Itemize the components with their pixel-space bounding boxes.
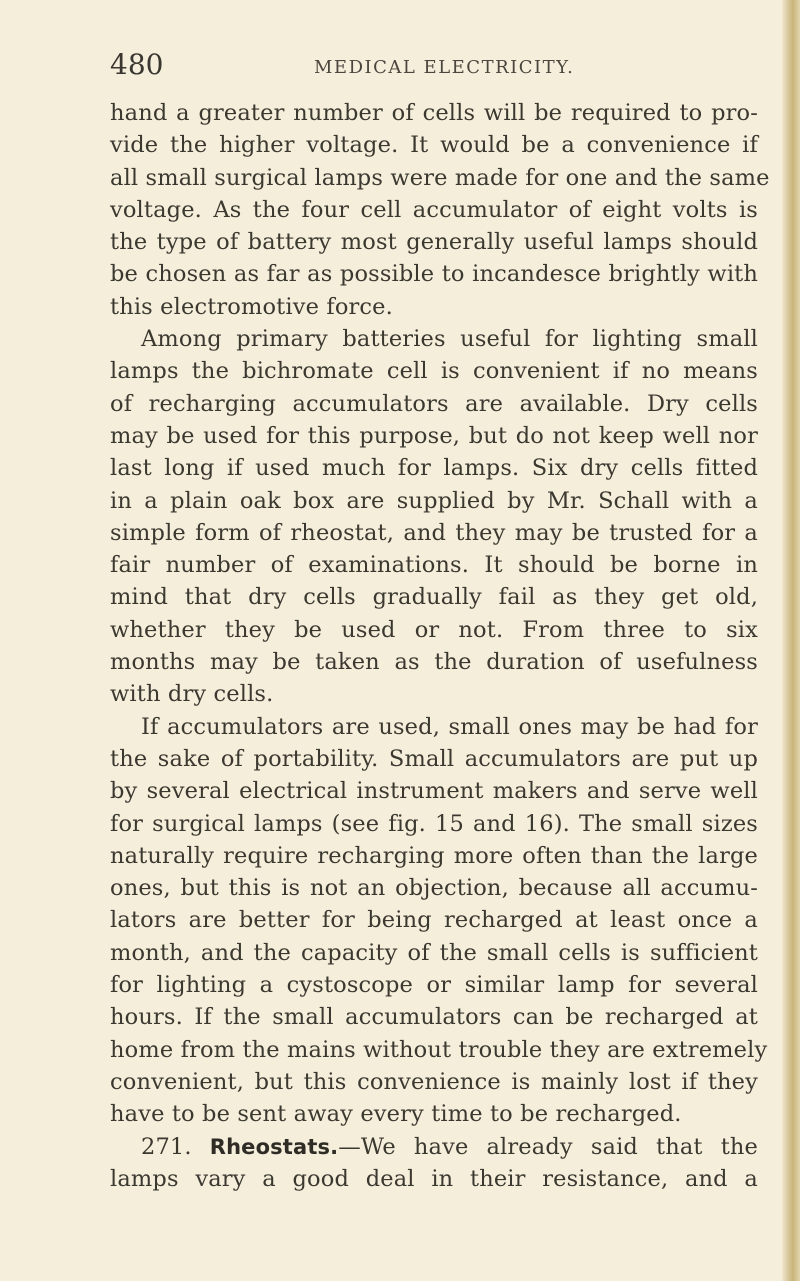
text-line: If accumulators are used, small ones may be had for	[141, 713, 758, 740]
text-line: month, and the capacity of the small cells is sufficient	[110, 939, 758, 966]
text-line: fair number of examinations. It should be borne in	[110, 552, 758, 579]
text-line: months may be taken as the duration of usefulness	[110, 649, 758, 676]
text-line: home from the mains without trouble they are extremely	[110, 1036, 768, 1063]
text-line: vide the higher voltage. It would be a convenience if	[110, 132, 758, 159]
text-line: Among primary batteries useful for lighting small	[141, 326, 758, 353]
page-number: 480	[110, 48, 164, 81]
text-line: voltage. As the four cell accumulator of eight volts is	[110, 196, 758, 223]
text-line: may be used for this purpose, but do not keep well nor	[110, 422, 758, 449]
section-first-line-text: —We have already said that the	[338, 1133, 758, 1160]
body-text	[110, 97, 770, 1195]
section-title: Rheostats.	[209, 1134, 339, 1159]
section-heading-line	[110, 1131, 758, 1163]
text-line: hand a greater number of cells will be required to pro-	[110, 100, 758, 126]
text-line: by several electrical instrument makers and serve well	[110, 778, 758, 805]
text-line: whether they be used or not. From three to six	[110, 616, 758, 643]
text-line: with dry cells.	[110, 681, 274, 708]
page-edge	[782, 0, 800, 1281]
text-line: naturally require recharging more often than the large	[110, 842, 758, 869]
text-line: mind that dry cells gradually fail as they get old,	[110, 584, 758, 611]
text-line: the type of battery most generally useful lamps should	[110, 229, 758, 256]
text-line: for lighting a cystoscope or similar lamp for several	[110, 972, 758, 999]
text-line: this electromotive force.	[110, 293, 393, 320]
text-line: lamps the bichromate cell is convenient if no means	[110, 358, 758, 385]
text-line: simple form of rheostat, and they may be trusted for a	[110, 519, 758, 546]
running-head	[110, 48, 758, 88]
text-line: all small surgical lamps were made for one and the same	[110, 164, 770, 191]
text-line: ones, but this is not an objection, because all accumu-	[110, 875, 758, 902]
text-line: be chosen as far as possible to incandesce brightly with	[110, 261, 758, 288]
text-line: lamps vary a good deal in their resistance, and a	[110, 1165, 758, 1192]
text-line: in a plain oak box are supplied by Mr. Schall with a	[110, 487, 758, 514]
text-line: lators are better for being recharged at least once a	[110, 907, 758, 934]
running-title: MEDICAL ELECTRICITY.	[314, 57, 575, 78]
text-line: the sake of portability. Small accumulators are put up	[110, 745, 758, 772]
section-number: 271.	[141, 1133, 192, 1160]
text-line: of recharging accumulators are available. Dry cells	[110, 390, 758, 417]
text-line: hours. If the small accumulators can be recharged at	[110, 1004, 758, 1031]
text-line: have to be sent away every time to be recharged.	[110, 1101, 682, 1128]
text-line: for surgical lamps (see fig. 15 and 16). The small sizes	[110, 810, 758, 837]
text-line: convenient, but this convenience is mainly lost if they	[110, 1068, 758, 1095]
text-line: last long if used much for lamps. Six dry cells fitted	[110, 455, 758, 482]
